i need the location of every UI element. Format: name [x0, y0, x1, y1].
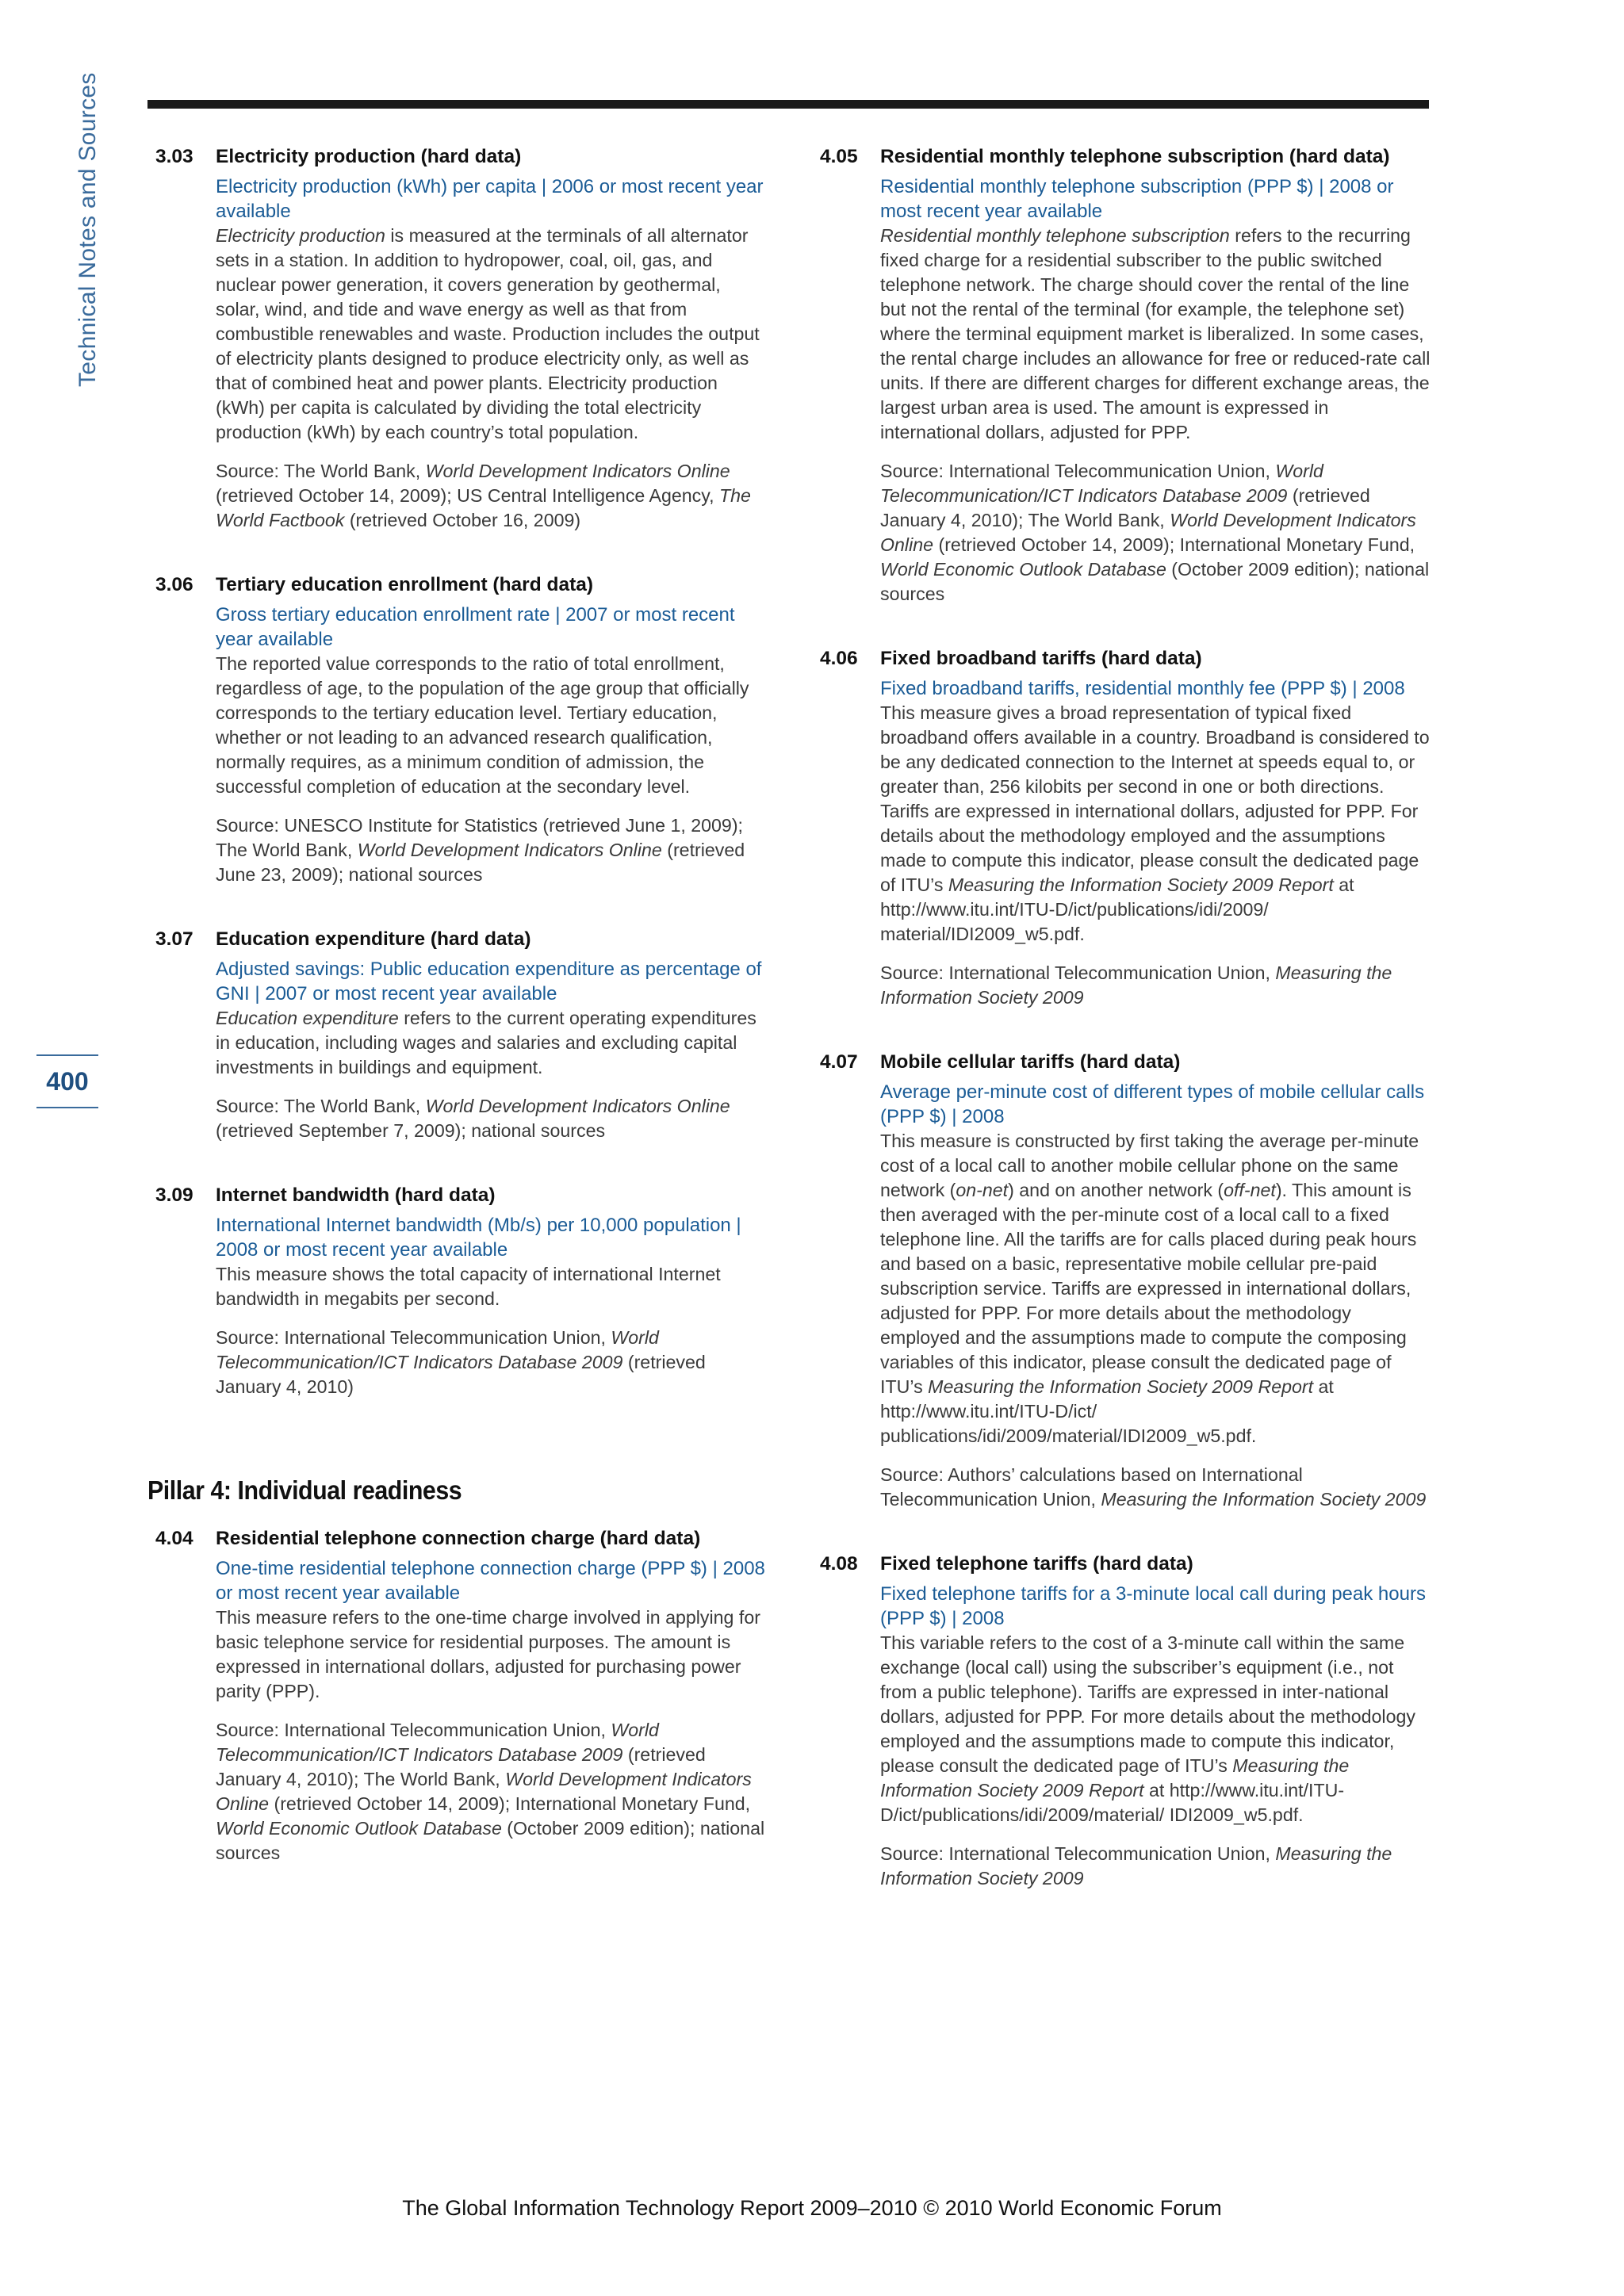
- page-number: 400: [46, 1066, 89, 1096]
- entry-title: Mobile cellular tariffs (hard data): [880, 1051, 1181, 1073]
- indicator-entry: [155, 1526, 766, 1866]
- entry-subtitle: Residential monthly telephone subscription (PPP $) | 2008 or most recent year available: [880, 176, 1394, 222]
- entry-source: Source: International Telecommunication Union, World Telecommunication/ICT Indicators Database 2009 (retrieved January 4, 2010); The World Bank, World Development Indicators Online (retrieved October 14, 2009); International Monetary Fund, World Economic Outlook Database (October 2009 edition); national sources: [216, 1720, 765, 1863]
- page-footer: The Global Information Technology Report 2009–2010 © 2010 World Economic Forum: [402, 2196, 1222, 2220]
- indicator-entry: [155, 144, 766, 533]
- entry-number: 4.06: [820, 648, 858, 669]
- entry-title: Education expenditure (hard data): [216, 928, 531, 950]
- entry-title: Fixed telephone tariffs (hard data): [880, 1553, 1193, 1575]
- entry-body: [155, 174, 766, 533]
- entry-body: [820, 1582, 1432, 1891]
- entry-subtitle: Electricity production (kWh) per capita | 2006 or most recent year available: [216, 176, 764, 222]
- entry-description: Education expenditure refers to the current operating expenditures in education, including wages and salaries and excluding capital investments in buildings and equipment.: [216, 1008, 756, 1077]
- indicator-entry: [155, 572, 766, 887]
- entry-body: [155, 1213, 766, 1399]
- entry-number: 4.05: [820, 146, 858, 167]
- right-entries: [820, 144, 1432, 1891]
- entry-body: [155, 1556, 766, 1866]
- top-rule: [147, 100, 1429, 109]
- section-side-label: Technical Notes and Sources: [75, 72, 101, 387]
- entry-description: Electricity production is measured at the terminals of all alternator sets in a station. In addition to hydropower, coal, oil, gas, and nuclear power generation, it covers generation by geothermal, solar, wind, and tide and wave energy as well as that from combustible renewables and waste. Production includes the output of electricity plants designed to produce electricity only, as well as that of combined heat and power plants. Electricity production (kWh) per capita is calculated by dividing the total electricity production (kWh) by each country’s total population.: [216, 225, 760, 442]
- entry-description: This measure is constructed by first taking the average per-minute cost of a local call to another mobile cellular phone on the same network (on-net) and on another network (off-net). This amount is then averaged with the per-minute cost of a local call to a fixed telephone line. All the tariffs are for calls placed during peak hours and based on a basic, representative mobile cellular pre-paid subscription service. Tariffs are expressed in international dollars, adjusted for PPP. For more details about the methodology employed and the assumptions made to compute the composing variables of this indicator, please consult the dedicated page of ITU’s Measuring the Information Society 2009 Report at http://www.itu.int/ITU-D/ict/ publications/idi/2009/material/IDI2009_w5.pdf.: [880, 1131, 1419, 1446]
- entry-description: This measure gives a broad representation of typical fixed broadband offers available in a country. Broadband is considered to be any dedicated connection to the Internet at speeds equal to, or greater than, 256 kilobits per second in one or both directions. Tariffs are expressed in international dollars, adjusted for PPP. For details about the methodology employed and the assumptions made to compute this indicator, please consult the dedicated page of ITU’s Measuring the Information Society 2009 Report at http://www.itu.int/ITU-D/ict/publications/idi/2009/ material/IDI2009_w5.pdf.: [880, 702, 1430, 944]
- entry-heading: [155, 144, 766, 170]
- entry-source: Source: The World Bank, World Development Indicators Online (retrieved September 7, 2009); national sources: [216, 1096, 730, 1141]
- entry-subtitle: Fixed broadband tariffs, residential monthly fee (PPP $) | 2008: [880, 678, 1405, 699]
- entry-source: Source: Authors’ calculations based on International Telecommunication Union, Measuring the Information Society 2009: [880, 1464, 1427, 1510]
- entry-body: [820, 174, 1432, 607]
- entry-number: 3.03: [155, 146, 193, 167]
- entry-body: [155, 957, 766, 1143]
- left-column: [147, 144, 766, 1905]
- entry-source: Source: UNESCO Institute for Statistics (retrieved June 1, 2009); The World Bank, World Development Indicators Online (retrieved June 23, 2009); national sources: [216, 815, 745, 885]
- entry-description: This measure refers to the one-time charge involved in applying for basic telephone service for residential purposes. The amount is expressed in international dollars, adjusted for purchasing power parity (PPP).: [216, 1607, 760, 1701]
- entry-title: Residential telephone connection charge (hard data): [216, 1528, 701, 1549]
- entry-number: 3.06: [155, 574, 193, 595]
- entry-source: Source: International Telecommunication Union, World Telecommunication/ICT Indicators Database 2009 (retrieved January 4, 2010); The World Bank, World Development Indicators Online (retrieved October 14, 2009); International Monetary Fund, World Economic Outlook Database (October 2009 edition); national sources: [880, 461, 1430, 604]
- left-entries-after: [155, 1526, 766, 1866]
- entry-title: Tertiary education enrollment (hard data): [216, 574, 594, 595]
- entry-source: Source: International Telecommunication Union, Measuring the Information Society 2009: [880, 1843, 1392, 1888]
- entry-source: Source: International Telecommunication Union, Measuring the Information Society 2009: [880, 962, 1392, 1008]
- entry-number: 4.07: [820, 1051, 858, 1073]
- entry-heading: [820, 646, 1432, 672]
- entry-source: Source: International Telecommunication Union, World Telecommunication/ICT Indicators Database 2009 (retrieved January 4, 2010): [216, 1327, 706, 1397]
- entry-body: [155, 603, 766, 887]
- entry-description: This variable refers to the cost of a 3-minute call within the same exchange (local call) using the subscriber’s equipment (i.e., not from a public telephone). Tariffs are expressed in inter-national dollars, adjusted for PPP. For more details about the methodology employed and the assumptions made to compute this indicator, please consult the dedicated page of ITU’s Measuring the Information Society 2009 Report at http://www.itu.int/ITU-D/ict/publications/idi/2009/material/ IDI2009_w5.pdf.: [880, 1632, 1415, 1825]
- entry-heading: [820, 144, 1432, 170]
- entry-subtitle: Average per-minute cost of different types of mobile cellular calls (PPP $) | 2008: [880, 1081, 1425, 1127]
- entry-number: 3.07: [155, 928, 193, 950]
- entry-subtitle: Adjusted savings: Public education expenditure as percentage of GNI | 2007 or most recent year available: [216, 959, 762, 1004]
- entry-description: This measure shows the total capacity of international Internet bandwidth in megabits per second.: [216, 1264, 721, 1309]
- entry-heading: [155, 1526, 766, 1552]
- indicator-entry: [820, 144, 1432, 607]
- entry-heading: [155, 927, 766, 952]
- entry-title: Electricity production (hard data): [216, 146, 522, 167]
- entry-subtitle: Fixed telephone tariffs for a 3-minute local call during peak hours (PPP $) | 2008: [880, 1583, 1426, 1629]
- indicator-entry: [820, 646, 1432, 1010]
- entry-heading: [155, 1183, 766, 1208]
- entry-source: Source: The World Bank, World Development Indicators Online (retrieved October 14, 2009); US Central Intelligence Agency, The World Factbook (retrieved October 16, 2009): [216, 461, 751, 530]
- left-entries: [155, 144, 766, 1399]
- entry-number: 4.04: [155, 1528, 193, 1549]
- indicator-entry: [155, 927, 766, 1143]
- entry-description: Residential monthly telephone subscription refers to the recurring fixed charge for a residential subscriber to the public switched telephone network. The charge should cover the rental of the line but not the rental of the terminal (for example, the telephone set) where the terminal equipment market is liberalized. In some cases, the rental charge includes an allowance for free or reduced-rate call units. If there are different charges for different exchange areas, the largest urban area is used. The amount is expressed in international dollars, adjusted for PPP.: [880, 225, 1431, 442]
- entry-description: The reported value corresponds to the ratio of total enrollment, regardless of age, to the population of the age group that officially corresponds to the tertiary education level. Tertiary education, whether or not leading to an advanced research qualification, normally requires, as a minimum condition of admission, the successful completion of education at the secondary level.: [216, 653, 749, 797]
- entry-heading: [820, 1552, 1432, 1577]
- entry-subtitle: One-time residential telephone connection charge (PPP $) | 2008 or most recent year available: [216, 1558, 765, 1604]
- entry-subtitle: International Internet bandwidth (Mb/s) per 10,000 population | 2008 or most recent year available: [216, 1215, 741, 1261]
- entry-title: Internet bandwidth (hard data): [216, 1184, 496, 1206]
- entry-number: 4.08: [820, 1553, 858, 1575]
- entry-title: Fixed broadband tariffs (hard data): [880, 648, 1202, 669]
- entry-subtitle: Gross tertiary education enrollment rate | 2007 or most recent year available: [216, 604, 735, 650]
- entry-heading: [820, 1050, 1432, 1075]
- indicator-entry: [155, 1183, 766, 1399]
- pillar-heading: Pillar 4: Individual readiness: [147, 1475, 462, 1505]
- entry-body: [820, 676, 1432, 1010]
- indicator-entry: [820, 1050, 1432, 1512]
- indicator-entry: [820, 1552, 1432, 1891]
- entry-heading: [155, 572, 766, 598]
- right-column: [820, 144, 1432, 1931]
- entry-title: Residential monthly telephone subscription (hard data): [880, 146, 1390, 167]
- entry-body: [820, 1080, 1432, 1512]
- entry-number: 3.09: [155, 1184, 193, 1206]
- page-number-box: [36, 1054, 98, 1108]
